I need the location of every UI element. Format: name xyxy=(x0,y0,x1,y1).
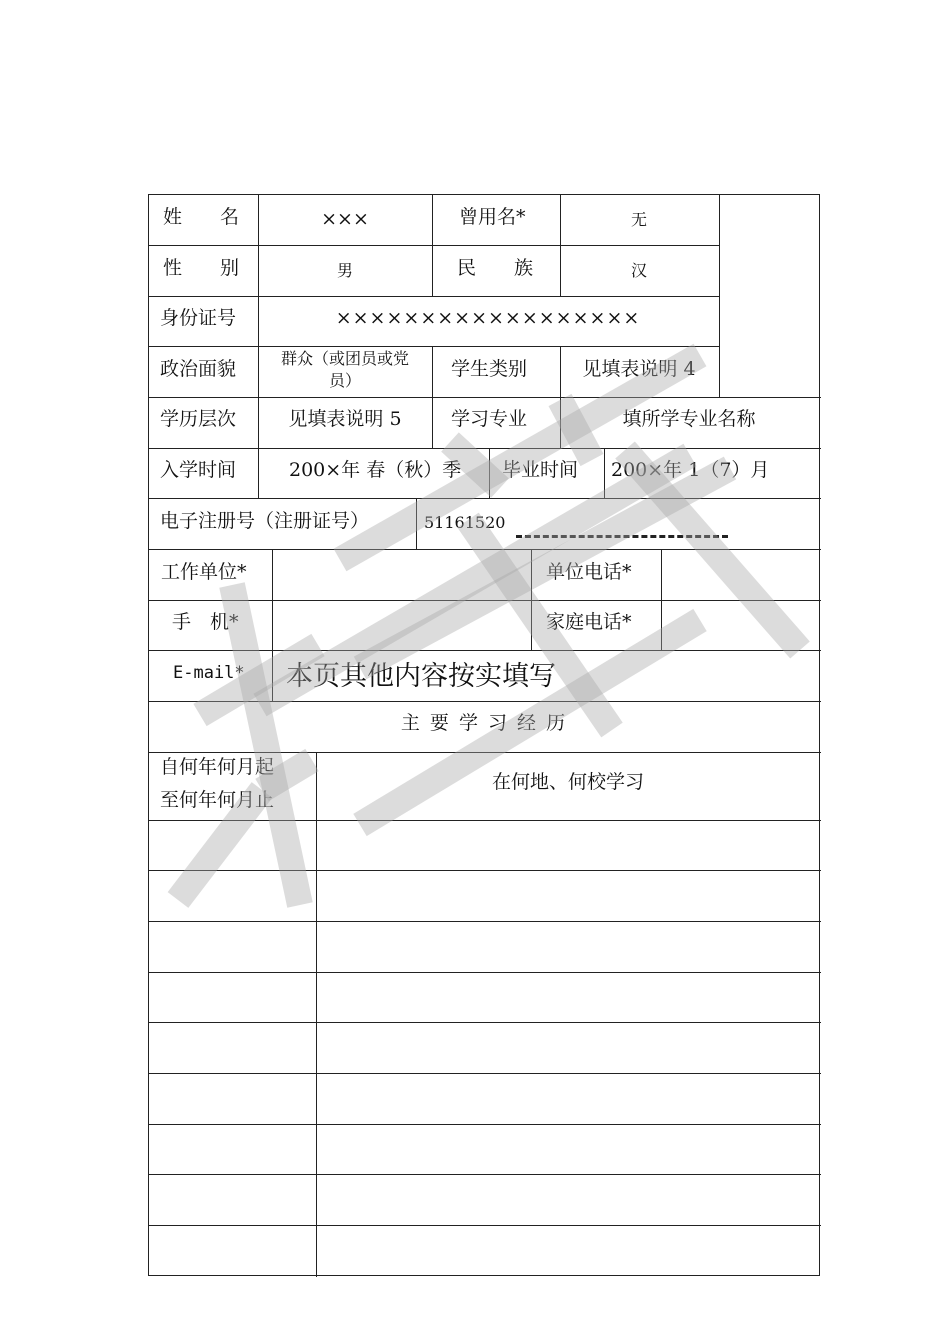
major-value[interactable]: 填所学专业名称 xyxy=(622,408,756,430)
former-name-value[interactable]: 无 xyxy=(630,210,647,229)
row-divider xyxy=(149,498,821,499)
employer-label: 工作单位* xyxy=(161,561,247,583)
col-divider xyxy=(416,498,417,549)
enroll-label: 入学时间 xyxy=(160,459,237,481)
period-header-line1: 自何年何月起 xyxy=(160,756,275,778)
row-divider xyxy=(149,549,821,550)
row-divider xyxy=(149,701,821,702)
education-label: 学历层次 xyxy=(160,408,237,430)
period-header-line2: 至何年何月止 xyxy=(160,789,275,811)
row-divider xyxy=(149,397,821,398)
col-divider xyxy=(604,448,605,498)
gender-value[interactable]: 男 xyxy=(336,261,353,280)
home-phone-label: 家庭电话* xyxy=(546,611,632,633)
col-divider xyxy=(272,549,273,701)
row-divider xyxy=(149,820,821,821)
row-divider xyxy=(149,752,821,753)
fill-note: 本页其他内容按实填写 xyxy=(286,661,556,692)
graduate-value[interactable]: 200×年 1（7）月 xyxy=(611,459,770,481)
political-value-line1[interactable]: 群众（或团员或党 xyxy=(280,349,409,368)
col-divider xyxy=(316,752,317,1277)
id-value[interactable]: ×××××××××××××××××× xyxy=(335,307,641,329)
student-type-value[interactable]: 见填表说明 4 xyxy=(582,358,696,380)
photo-area-border xyxy=(719,195,720,397)
mobile-label: 手 机* xyxy=(172,611,239,633)
ethnicity-value[interactable]: 汉 xyxy=(630,261,647,280)
id-label: 身份证号 xyxy=(160,307,237,329)
col-divider xyxy=(531,549,532,650)
row-divider xyxy=(149,650,821,651)
col-divider xyxy=(661,549,662,650)
row-divider xyxy=(149,448,821,449)
row-divider xyxy=(149,296,719,297)
name-label: 姓 名 xyxy=(163,206,240,228)
ethnicity-label: 民 族 xyxy=(457,257,534,279)
row-divider xyxy=(149,1022,821,1023)
gender-label: 性 别 xyxy=(163,257,240,279)
col-divider xyxy=(432,245,433,296)
row-divider xyxy=(149,600,821,601)
col-divider xyxy=(258,195,259,498)
former-name-label: 曾用名* xyxy=(459,206,526,228)
political-label: 政治面貌 xyxy=(160,358,237,380)
col-divider xyxy=(432,195,433,245)
row-divider xyxy=(149,1225,821,1226)
reg-number-label: 电子注册号（注册证号） xyxy=(160,510,370,532)
row-divider xyxy=(149,870,821,871)
row-divider xyxy=(149,972,821,973)
place-header: 在何地、何校学习 xyxy=(491,771,644,793)
row-divider xyxy=(149,1124,821,1125)
student-registration-form xyxy=(148,194,820,1276)
major-label: 学习专业 xyxy=(451,408,528,430)
student-type-label: 学生类别 xyxy=(451,358,528,380)
row-divider xyxy=(149,1073,821,1074)
row-divider xyxy=(149,921,821,922)
row-divider xyxy=(149,245,719,246)
study-history-title: 主 要 学 习 经 历 xyxy=(400,712,568,734)
education-value[interactable]: 见填表说明 5 xyxy=(288,408,402,430)
political-value-line2[interactable]: 员） xyxy=(328,371,361,390)
enroll-value[interactable]: 200×年 春（秋）季 xyxy=(289,459,462,481)
col-divider xyxy=(432,346,433,448)
work-phone-label: 单位电话* xyxy=(546,561,632,583)
email-label: E-mail* xyxy=(173,663,245,683)
row-divider xyxy=(149,1174,821,1175)
name-value[interactable]: ××× xyxy=(321,208,369,230)
reg-number-value[interactable]: 51161520 xyxy=(424,513,506,532)
row-divider xyxy=(149,346,719,347)
reg-number-blank xyxy=(516,535,728,538)
graduate-label: 毕业时间 xyxy=(502,459,579,481)
col-divider xyxy=(489,448,490,498)
